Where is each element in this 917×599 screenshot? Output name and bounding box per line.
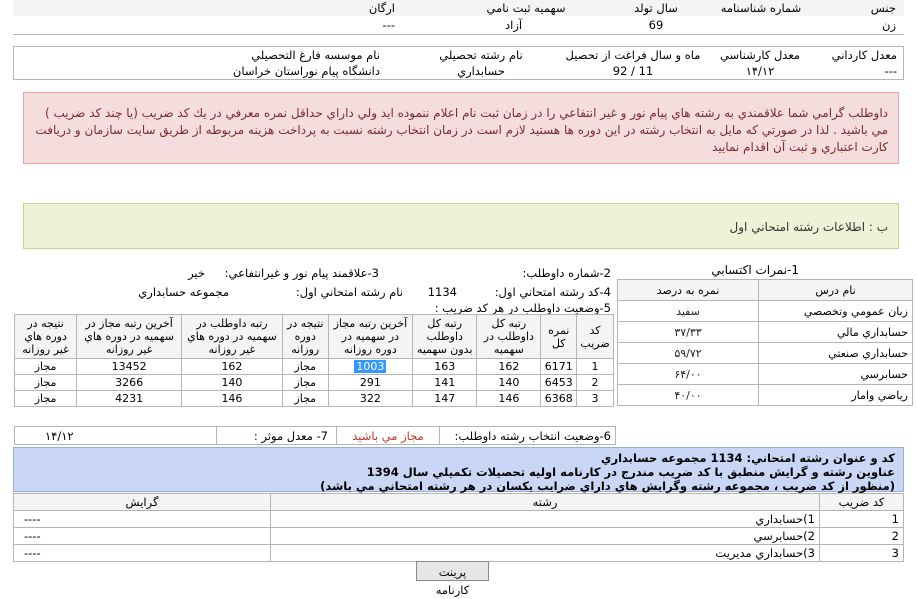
- grad-date-label: ماه و سال فراغت از تحصيل: [565, 48, 701, 62]
- selected-cell-text: 1003: [356, 360, 385, 373]
- table-row: [15, 391, 614, 407]
- col-course-name: نام درس: [759, 280, 913, 301]
- gender-label: جنس: [817, 0, 904, 16]
- print-report-button[interactable]: پرينت كارنامه: [416, 561, 489, 581]
- table-row: [14, 528, 904, 545]
- col-orientation: گرايش: [14, 494, 271, 511]
- personal-info-table: [13, 0, 904, 34]
- exam-code-label: 4-كد رشته امتحاني اول:: [494, 285, 611, 299]
- course-score: ۵۹/۷۲: [618, 343, 759, 364]
- institute-label: نام موسسه فارغ التحصيلي: [251, 48, 380, 62]
- candidate-number-label: 2-شماره داوطلب:: [522, 266, 611, 280]
- section-header: [23, 203, 899, 249]
- cell: 6171: [541, 359, 577, 375]
- scores-table: [617, 279, 913, 406]
- col-code: كد ضريب: [577, 315, 614, 359]
- major-name: 1)حسابداري: [271, 511, 820, 528]
- exam-name-label: نام رشته امتحاني اول:: [295, 285, 403, 299]
- course-name: زبان عمومي وتخصصي: [759, 301, 913, 322]
- major-orientation: ----: [14, 511, 271, 528]
- col-total-score: نمره كل: [541, 315, 577, 359]
- id-number-label: شماره شناسنامه: [705, 0, 817, 16]
- organ-label: ارگان: [13, 0, 445, 16]
- table-row: [15, 359, 614, 375]
- table-row: [618, 364, 913, 385]
- cell: 2: [577, 375, 614, 391]
- id-number-value: [705, 16, 817, 34]
- cell: 6368: [541, 391, 577, 407]
- cell: 162: [182, 359, 283, 375]
- birth-year-label: سال تولد: [607, 0, 705, 16]
- table-row: [618, 343, 913, 364]
- ranks-table: [14, 314, 614, 407]
- major-value: حسابداري: [457, 64, 505, 78]
- gender-value: زن: [882, 18, 896, 32]
- cell: 13452: [77, 359, 182, 375]
- grad-date-value: 92 / 11: [612, 64, 654, 78]
- col-last-rank-non-day: آخرين رتبه مجاز در سهميه در دوره هاي غير روزانه: [77, 315, 182, 359]
- selection-status-table: [14, 426, 616, 445]
- cell: 1: [577, 359, 614, 375]
- col-major: رشته: [271, 494, 820, 511]
- bachelor-avg-label: معدل کارشناسي: [719, 48, 801, 62]
- institute-value: دانشگاه پيام نوراستان خراسان: [232, 64, 380, 78]
- cell: مجاز: [282, 375, 328, 391]
- cell: مجاز: [282, 391, 328, 407]
- cell: 3: [577, 391, 614, 407]
- cell: 162: [477, 359, 541, 375]
- table-row: [14, 545, 904, 562]
- major-orientation: ----: [14, 528, 271, 545]
- exam-title-block: [13, 447, 904, 492]
- interest-label: 3-علاقمند پيام نور و غيرانتفاعي:: [224, 266, 379, 280]
- course-name: حسابداري مالي: [759, 322, 913, 343]
- exam-code-value: 1134: [427, 285, 457, 299]
- cell: 4231: [77, 391, 182, 407]
- exam-name-value: مجموعه حسابداري: [138, 285, 229, 299]
- selected-cell[interactable]: [328, 359, 413, 375]
- cell: 147: [413, 391, 477, 407]
- major-orientation: ----: [14, 545, 271, 562]
- major-label: نام رشته تحصيلي: [439, 48, 523, 62]
- section-title: ب : اطلاعات رشته امتحاني اول: [729, 220, 888, 234]
- status-per-code-label: 5-وضعيت داوطلب در هر كد ضريب :: [434, 301, 611, 315]
- cell: 6453: [541, 375, 577, 391]
- major-name: 3)حسابداري مديريت: [271, 545, 820, 562]
- cell: مجاز: [282, 359, 328, 375]
- interest-value: خير: [188, 266, 205, 280]
- course-score: ۴۰/۰۰: [618, 385, 759, 406]
- selection-status-label: 6-وضعيت انتخاب رشته داوطلب:: [454, 428, 611, 443]
- work-avg-label: معدل کارداني: [831, 48, 897, 62]
- col-rank-non-day: رتبه داوطلب در سهميه در دوره هاي غير روزانه: [182, 315, 283, 359]
- cell: 322: [328, 391, 413, 407]
- birth-year-value: 69: [648, 18, 664, 32]
- major-name: 2)حسابرسي: [271, 528, 820, 545]
- course-name: حسابداري صنعتي: [759, 343, 913, 364]
- scores-title: 1-نمرات اكتسابي: [711, 263, 799, 277]
- quota-value: آزاد: [505, 18, 523, 32]
- cell: 291: [328, 375, 413, 391]
- bachelor-avg-value: ۱۴/۱۲: [745, 64, 775, 78]
- course-score: ۶۴/۰۰: [618, 364, 759, 385]
- table-row: [618, 301, 913, 322]
- cell: مجاز: [15, 391, 77, 407]
- exam-title-line3: (منظور از كد ضريب ، مجموعه رشته وگرايش هاي داراي ضرايب يكسان در هر رشته امتحاني مي باشد): [320, 479, 895, 493]
- cell: 146: [477, 391, 541, 407]
- major-code: 1: [820, 511, 904, 528]
- col-result-day: نتيجه در دوره روزانه: [282, 315, 328, 359]
- cell: 140: [182, 375, 283, 391]
- divider: [13, 34, 904, 35]
- education-info-table: [13, 46, 904, 80]
- cell: 140: [477, 375, 541, 391]
- col-rank-quota: رتبه كل داوطلب در سهميه: [477, 315, 541, 359]
- table-row: [14, 511, 904, 528]
- major-code: 2: [820, 528, 904, 545]
- alert-text: داوطلب گرامي شما علاقمندي به رشته هاي پيام نور و غير انتفاعي را در زمان ثبت نام اعلام ننموده ايد ولي داراي حداقل نمره معرفي در يك كد ضريب (يا چند كد ضريب ) مي باشيد . لذا در صورتي كه مايل به انتخاب رشته در اين دوره ها هستيد لازم است در زمان انتخاب رشته نسبت به پرداخت هزينه مربوطه از طريق سايت سازمان و دريافت كارت اعتباري و ثبت آن اقدام نماييد: [35, 106, 888, 154]
- col-last-rank-day: آخرين رتبه مجاز در سهميه در دوره روزانه: [328, 315, 413, 359]
- course-name: رياضي وامار: [759, 385, 913, 406]
- majors-table: [13, 493, 904, 562]
- cell: 146: [182, 391, 283, 407]
- col-score-percent: نمره به درصد: [618, 280, 759, 301]
- col-coefficient-code: كد ضريب: [820, 494, 904, 511]
- selection-status-value: مجاز مي باشيد: [337, 427, 440, 445]
- cell: 163: [413, 359, 477, 375]
- exam-title-line1: كد و عنوان رشته امتحاني: 1134 مجموعه حسابداري: [600, 451, 895, 465]
- quota-label: سهميه ثبت نامي: [445, 0, 607, 16]
- col-result-non-day: نتيجه در دوره هاي غير روزانه: [15, 315, 77, 359]
- cell: 141: [413, 375, 477, 391]
- table-row: [15, 375, 614, 391]
- cell: مجاز: [15, 359, 77, 375]
- table-row: [618, 322, 913, 343]
- exam-title-line2: عناوين رشته و گرايش منطبق با كد ضريب مندرج در كارنامه اوليه تحصيلات تكميلي سال 1394: [366, 465, 895, 479]
- course-name: حسابرسي: [759, 364, 913, 385]
- major-code: 3: [820, 545, 904, 562]
- course-score: سفيد: [618, 301, 759, 322]
- cell: مجاز: [15, 375, 77, 391]
- col-rank-no-quota: رتبه كل داوطلب بدون سهميه: [413, 315, 477, 359]
- work-avg-value: ---: [884, 64, 897, 78]
- fee-alert: [23, 92, 899, 164]
- organ-value: ---: [382, 18, 395, 32]
- cell: 3266: [77, 375, 182, 391]
- effective-avg-label: 7- معدل موثر :: [253, 428, 328, 443]
- effective-avg-value: ۱۴/۱۲: [15, 427, 217, 445]
- course-score: ۳۷/۳۳: [618, 322, 759, 343]
- table-row: [618, 385, 913, 406]
